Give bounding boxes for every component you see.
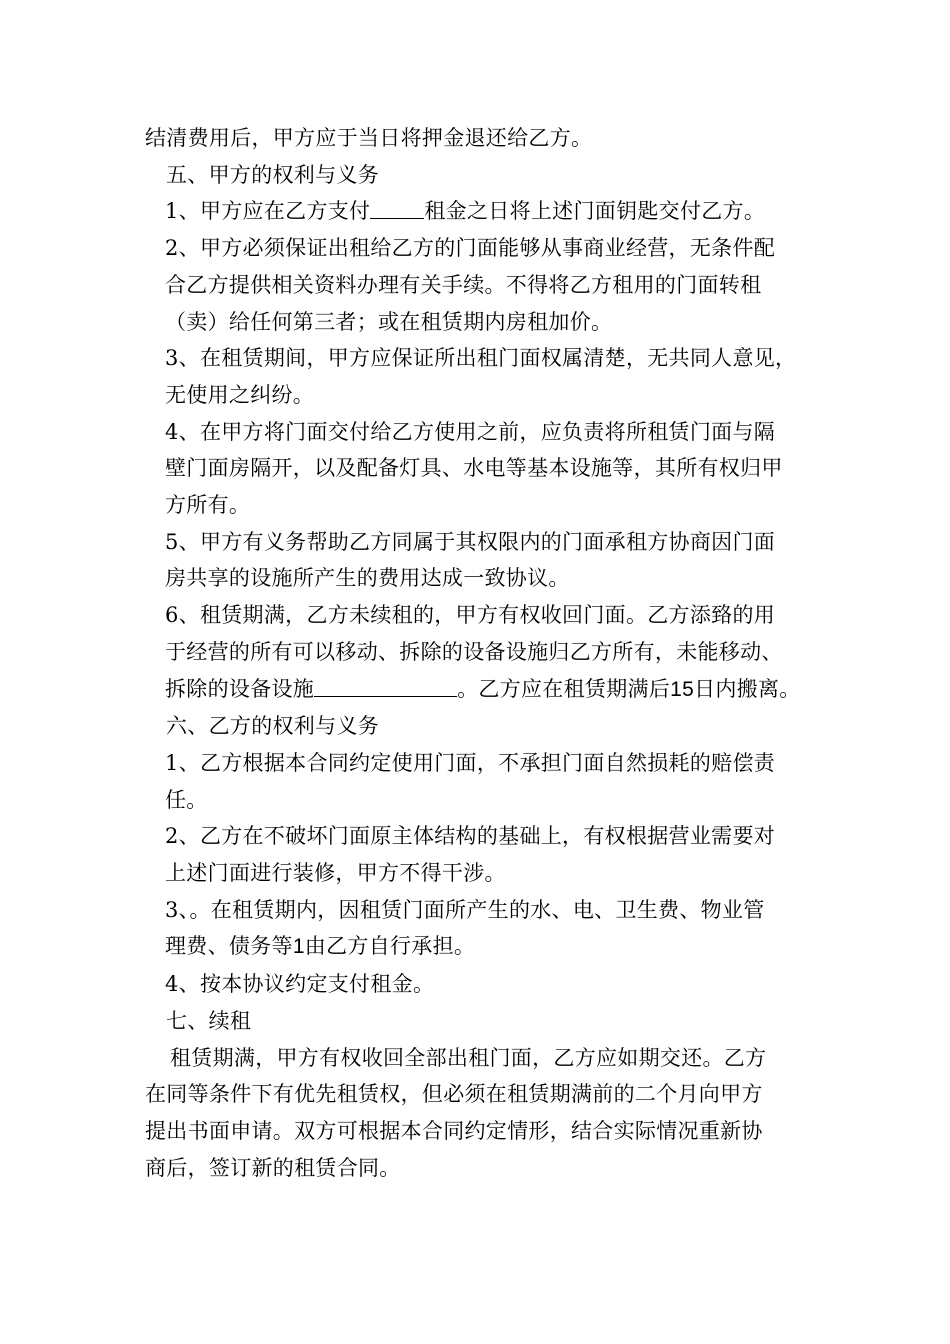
section-heading-6 xyxy=(145,708,817,745)
heading-text: 五、甲方的权利与义务 xyxy=(166,162,379,187)
clause-5-4 xyxy=(145,414,817,524)
clause-5-5 xyxy=(145,524,817,597)
text-line: 合乙方提供相关资料办理有关手续。不得将乙方租用的门面转租 xyxy=(165,272,762,297)
text-line: 3、在租赁期间，甲方应保证所出租门面权属清楚，无共同人意见， xyxy=(165,346,797,371)
text-line: 壁门面房隔开，以及配备灯具、水电等基本设施等，其所有权归甲 xyxy=(165,456,783,481)
clause-6-1 xyxy=(145,745,817,818)
text-line: 任。 xyxy=(165,787,208,812)
text-line: 6、租赁期满，乙方未续租的，甲方有权收回门面。乙方添臵的用 xyxy=(165,603,776,628)
text-line: 5、甲方有义务帮助乙方同属于其权限内的门面承租方协商因门面 xyxy=(165,529,776,554)
text-line: 于经营的所有可以移动、拆除的设备设施归乙方所有，未能移动、 xyxy=(165,639,783,664)
heading-text: 七、续租 xyxy=(166,1008,252,1033)
clause-text: 拆除的设备设施 xyxy=(165,676,315,701)
clause-5-1 xyxy=(145,193,817,230)
paragraph-renewal xyxy=(145,1040,817,1187)
text-line: 2、乙方在不破坏门面原主体结构的基础上，有权根据营业需要对 xyxy=(165,824,776,849)
text-line: 2、甲方必须保证出租给乙方的门面能够从事商业经营，无条件配 xyxy=(165,236,776,261)
text-line: 1、乙方根据本合同约定使用门面，不承担门面自然损耗的赔偿责 xyxy=(165,750,776,775)
clause-text: 日内搬离。 xyxy=(694,676,801,701)
text-line xyxy=(145,671,817,709)
section-heading-5 xyxy=(145,157,817,194)
clause-text: 租金之日将上述门面钥匙交付乙方。 xyxy=(424,199,766,224)
text-line xyxy=(145,928,817,966)
text-line: 提出书面申请。双方可根据本合同约定情形，结合实际情况重新协 xyxy=(145,1118,763,1143)
days-number: 15 xyxy=(670,677,695,701)
blank-fill-line xyxy=(370,196,424,219)
blank-fill-line xyxy=(314,674,457,697)
section-heading-7 xyxy=(145,1003,817,1040)
text-line: 上述门面进行装修，甲方不得干涉。 xyxy=(165,861,506,886)
text-line: 租赁期满，甲方有权收回全部出租门面，乙方应如期交还。乙方 xyxy=(170,1045,767,1070)
paragraph-deposit-refund xyxy=(145,120,817,157)
text-line: 房共享的设施所产生的费用达成一致协议。 xyxy=(165,566,570,591)
clause-6-3 xyxy=(145,892,817,966)
text-line: 无使用之纠纷。 xyxy=(165,382,315,407)
text-line: 方所有。 xyxy=(165,493,251,518)
text-line: （卖）给任何第三者；或在租赁期内房租加价。 xyxy=(165,309,613,334)
text-line: 商后，签订新的租赁合同。 xyxy=(145,1155,401,1180)
clause-text: 1、甲方应在乙方支付 xyxy=(165,199,371,224)
text-line: 4、按本协议约定支付租金。 xyxy=(165,972,435,997)
heading-text: 六、乙方的权利与义务 xyxy=(166,714,379,739)
stray-number: 1 xyxy=(292,935,305,959)
clause-text: 。乙方应在租赁期满后 xyxy=(457,676,671,701)
clause-5-3 xyxy=(145,340,817,413)
clause-6-2 xyxy=(145,818,817,891)
text-line: 4、在甲方将门面交付给乙方使用之前，应负责将所租赁门面与隔 xyxy=(165,419,776,444)
clause-5-6 xyxy=(145,597,817,708)
clause-6-4 xyxy=(145,966,817,1003)
clause-text: 由乙方自行承担。 xyxy=(304,934,476,959)
text-line xyxy=(145,193,817,230)
text-line: 3、。在租赁期内，因租赁门面所产生的水、电、卫生费、物业管 xyxy=(165,897,765,922)
clause-text: 理费、债务等 xyxy=(165,934,293,959)
text-line: 在同等条件下有优先租赁权，但必须在租赁期满前的二个月向甲方 xyxy=(145,1082,763,1107)
text-line: 结清费用后，甲方应于当日将押金退还给乙方。 xyxy=(145,126,593,150)
clause-5-2 xyxy=(145,230,817,340)
document-body xyxy=(145,120,817,1186)
